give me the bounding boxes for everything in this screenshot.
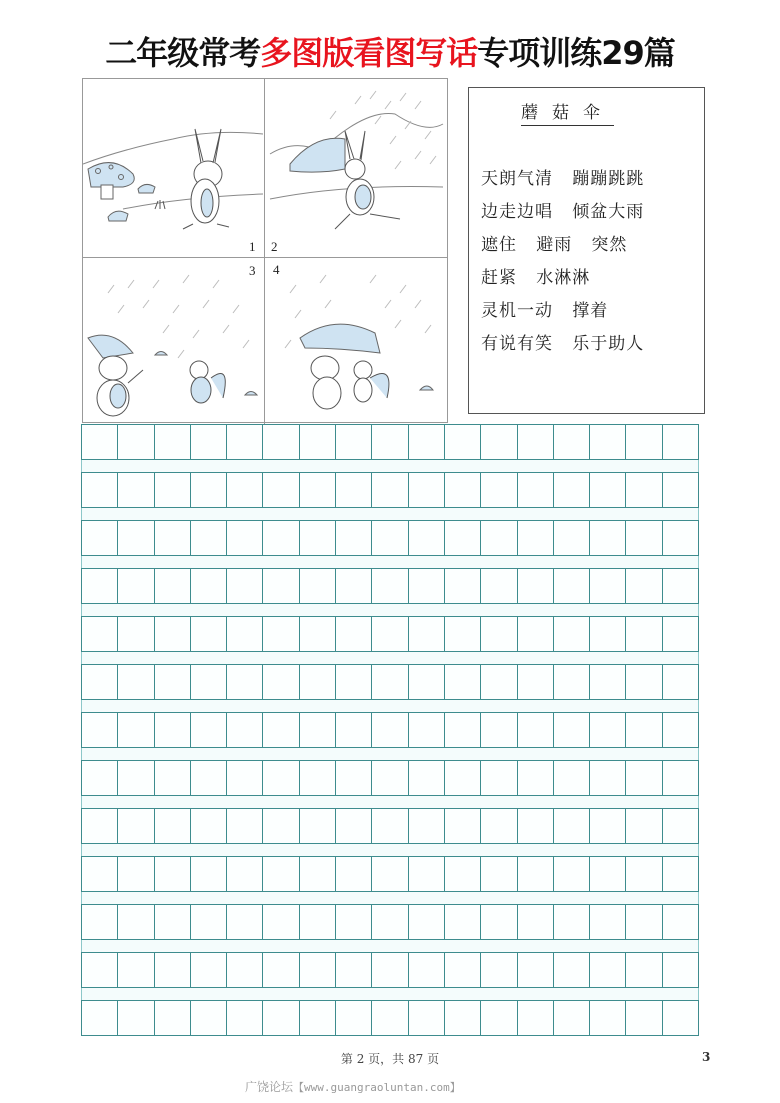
- grid-cell[interactable]: [554, 953, 590, 987]
- grid-cell[interactable]: [626, 425, 662, 459]
- grid-cell[interactable]: [554, 809, 590, 843]
- grid-cell[interactable]: [663, 617, 698, 651]
- grid-cell[interactable]: [663, 905, 698, 939]
- grid-cell[interactable]: [554, 425, 590, 459]
- grid-cell[interactable]: [336, 905, 372, 939]
- grid-cell[interactable]: [118, 1001, 154, 1035]
- grid-cell[interactable]: [481, 761, 517, 795]
- grid-cell[interactable]: [300, 425, 336, 459]
- grid-cell[interactable]: [590, 761, 626, 795]
- grid-cell[interactable]: [409, 617, 445, 651]
- grid-cell[interactable]: [626, 857, 662, 891]
- grid-cell[interactable]: [300, 761, 336, 795]
- grid-cell[interactable]: [118, 617, 154, 651]
- grid-cell[interactable]: [481, 857, 517, 891]
- grid-cell[interactable]: [663, 761, 698, 795]
- grid-cell[interactable]: [481, 521, 517, 555]
- picture-1: [83, 79, 265, 258]
- grid-cell[interactable]: [118, 761, 154, 795]
- grid-cell[interactable]: [300, 569, 336, 603]
- grid-cell[interactable]: [300, 953, 336, 987]
- grid-cell[interactable]: [191, 1001, 227, 1035]
- grid-cell[interactable]: [118, 665, 154, 699]
- grid-cell[interactable]: [518, 473, 554, 507]
- grid-cell[interactable]: [554, 569, 590, 603]
- grid-cell[interactable]: [663, 425, 698, 459]
- grid-cell[interactable]: [300, 713, 336, 747]
- grid-row-gap: [81, 652, 699, 664]
- grid-cell[interactable]: [409, 953, 445, 987]
- grid-row-gap: [81, 796, 699, 808]
- grid-cell[interactable]: [82, 521, 118, 555]
- grid-row: [81, 952, 699, 988]
- grid-cell[interactable]: [481, 473, 517, 507]
- grid-cell[interactable]: [82, 425, 118, 459]
- grid-cell[interactable]: [481, 617, 517, 651]
- grid-cell[interactable]: [263, 665, 299, 699]
- grid-cell[interactable]: [663, 521, 698, 555]
- grid-cell[interactable]: [263, 617, 299, 651]
- grid-cell[interactable]: [300, 905, 336, 939]
- grid-cell[interactable]: [118, 905, 154, 939]
- grid-cell[interactable]: [82, 569, 118, 603]
- grid-cell[interactable]: [155, 905, 191, 939]
- grid-row-gap: [81, 460, 699, 472]
- grid-cell[interactable]: [663, 473, 698, 507]
- grid-cell[interactable]: [263, 425, 299, 459]
- grid-cell[interactable]: [118, 809, 154, 843]
- grid-cell[interactable]: [155, 425, 191, 459]
- grid-cell[interactable]: [626, 713, 662, 747]
- grid-cell[interactable]: [518, 569, 554, 603]
- grid-cell[interactable]: [518, 809, 554, 843]
- grid-row-gap: [81, 892, 699, 904]
- grid-cell[interactable]: [372, 569, 408, 603]
- grid-cell[interactable]: [263, 905, 299, 939]
- grid-cell[interactable]: [409, 425, 445, 459]
- grid-cell[interactable]: [372, 665, 408, 699]
- grid-cell[interactable]: [155, 473, 191, 507]
- grid-cell[interactable]: [155, 857, 191, 891]
- grid-cell[interactable]: [227, 953, 263, 987]
- grid-cell[interactable]: [372, 761, 408, 795]
- grid-cell[interactable]: [155, 617, 191, 651]
- grid-cell[interactable]: [518, 617, 554, 651]
- picture-number: 3: [249, 263, 256, 278]
- grid-cell[interactable]: [118, 953, 154, 987]
- grid-cell[interactable]: [227, 665, 263, 699]
- grid-cell[interactable]: [336, 1001, 372, 1035]
- picture-4: [265, 258, 447, 424]
- grid-cell[interactable]: [481, 569, 517, 603]
- page-number: 3: [702, 1050, 711, 1064]
- grid-cell[interactable]: [82, 1001, 118, 1035]
- grid-row-gap: [81, 700, 699, 712]
- grid-cell[interactable]: [409, 857, 445, 891]
- grid-cell[interactable]: [372, 857, 408, 891]
- grid-cell[interactable]: [554, 521, 590, 555]
- grid-cell[interactable]: [590, 953, 626, 987]
- grid-cell[interactable]: [445, 521, 481, 555]
- grid-cell[interactable]: [227, 905, 263, 939]
- grid-row: [81, 1000, 699, 1036]
- grid-cell[interactable]: [336, 569, 372, 603]
- grid-cell[interactable]: [409, 905, 445, 939]
- grid-row: [81, 520, 699, 556]
- word-bank-line: 边走边唱 倾盆大雨: [481, 202, 645, 222]
- grid-row: [81, 568, 699, 604]
- grid-row: [81, 616, 699, 652]
- grid-cell[interactable]: [663, 713, 698, 747]
- site-watermark: [245, 1078, 461, 1095]
- grid-row-gap: [81, 844, 699, 856]
- page-info: 第 2 页，共 87 页: [340, 1052, 440, 1066]
- word-bank-line: 天朗气清 蹦蹦跳跳: [481, 169, 645, 189]
- word-bank-title: 蘑菇伞: [521, 98, 614, 126]
- grid-cell[interactable]: [191, 473, 227, 507]
- grid-cell[interactable]: [372, 809, 408, 843]
- grid-cell[interactable]: [518, 857, 554, 891]
- grid-row: [81, 808, 699, 844]
- grid-cell[interactable]: [518, 761, 554, 795]
- grid-cell[interactable]: [626, 569, 662, 603]
- grid-cell[interactable]: [227, 809, 263, 843]
- grid-cell[interactable]: [372, 953, 408, 987]
- grid-cell[interactable]: [118, 473, 154, 507]
- grid-cell[interactable]: [445, 809, 481, 843]
- grid-cell[interactable]: [300, 617, 336, 651]
- grid-cell[interactable]: [445, 713, 481, 747]
- grid-cell[interactable]: [82, 761, 118, 795]
- grid-cell[interactable]: [663, 809, 698, 843]
- grid-cell[interactable]: [590, 857, 626, 891]
- grid-cell[interactable]: [518, 713, 554, 747]
- grid-cell[interactable]: [263, 761, 299, 795]
- grid-cell[interactable]: [663, 953, 698, 987]
- grid-cell[interactable]: [626, 617, 662, 651]
- grid-cell[interactable]: [554, 473, 590, 507]
- grid-cell[interactable]: [590, 617, 626, 651]
- grid-cell[interactable]: [590, 521, 626, 555]
- grid-cell[interactable]: [191, 569, 227, 603]
- grid-cell[interactable]: [191, 713, 227, 747]
- title-part-2-highlight: 多图版看图写话: [260, 34, 478, 72]
- grid-cell[interactable]: [82, 473, 118, 507]
- grid-cell[interactable]: [590, 473, 626, 507]
- grid-cell[interactable]: [554, 665, 590, 699]
- grid-cell[interactable]: [445, 857, 481, 891]
- grid-cell[interactable]: [481, 713, 517, 747]
- grid-cell[interactable]: [372, 425, 408, 459]
- grid-cell[interactable]: [191, 905, 227, 939]
- grid-cell[interactable]: [372, 905, 408, 939]
- grid-cell[interactable]: [372, 617, 408, 651]
- grid-cell[interactable]: [663, 569, 698, 603]
- grid-cell[interactable]: [300, 857, 336, 891]
- grid-cell[interactable]: [155, 761, 191, 795]
- grid-cell[interactable]: [300, 809, 336, 843]
- grid-cell[interactable]: [227, 761, 263, 795]
- grid-cell[interactable]: [518, 905, 554, 939]
- grid-cell[interactable]: [518, 1001, 554, 1035]
- grid-cell[interactable]: [445, 1001, 481, 1035]
- grid-cell[interactable]: [336, 953, 372, 987]
- grid-cell[interactable]: [481, 1001, 517, 1035]
- grid-cell[interactable]: [554, 713, 590, 747]
- grid-cell[interactable]: [409, 1001, 445, 1035]
- grid-row-gap: [81, 604, 699, 616]
- grid-cell[interactable]: [663, 857, 698, 891]
- grid-cell[interactable]: [336, 713, 372, 747]
- grid-cell[interactable]: [118, 857, 154, 891]
- grid-cell[interactable]: [191, 425, 227, 459]
- grid-cell[interactable]: [409, 569, 445, 603]
- word-bank-line: 遮住 避雨 突然: [481, 235, 628, 255]
- grid-cell[interactable]: [372, 1001, 408, 1035]
- word-bank-box: [468, 87, 705, 414]
- grid-cell[interactable]: [82, 857, 118, 891]
- grid-cell[interactable]: [481, 905, 517, 939]
- grid-cell[interactable]: [191, 857, 227, 891]
- word-bank-line: 有说有笑 乐于助人: [481, 334, 645, 354]
- grid-row-gap: [81, 940, 699, 952]
- grid-cell[interactable]: [336, 761, 372, 795]
- grid-cell[interactable]: [336, 617, 372, 651]
- grid-cell[interactable]: [118, 569, 154, 603]
- grid-cell[interactable]: [590, 665, 626, 699]
- grid-cell[interactable]: [590, 425, 626, 459]
- grid-cell[interactable]: [227, 1001, 263, 1035]
- grid-cell[interactable]: [445, 425, 481, 459]
- grid-cell[interactable]: [590, 905, 626, 939]
- grid-cell[interactable]: [554, 857, 590, 891]
- grid-row: [81, 424, 699, 460]
- grid-cell[interactable]: [409, 713, 445, 747]
- grid-cell[interactable]: [445, 617, 481, 651]
- grid-cell[interactable]: [263, 857, 299, 891]
- grid-cell[interactable]: [300, 665, 336, 699]
- grid-cell[interactable]: [554, 761, 590, 795]
- grid-cell[interactable]: [300, 473, 336, 507]
- word-bank-line: 赶紧 水淋淋: [481, 268, 591, 288]
- grid-cell[interactable]: [118, 521, 154, 555]
- picture-number: 2: [271, 239, 278, 254]
- picture-2: [265, 79, 447, 258]
- grid-cell[interactable]: [191, 617, 227, 651]
- grid-cell[interactable]: [481, 665, 517, 699]
- grid-cell[interactable]: [191, 521, 227, 555]
- grid-cell[interactable]: [626, 665, 662, 699]
- grid-cell[interactable]: [554, 1001, 590, 1035]
- grid-cell[interactable]: [445, 953, 481, 987]
- grid-row: [81, 856, 699, 892]
- grid-cell[interactable]: [191, 953, 227, 987]
- picture-3: [83, 258, 265, 424]
- grid-cell[interactable]: [445, 761, 481, 795]
- grid-cell[interactable]: [263, 569, 299, 603]
- grid-cell[interactable]: [191, 809, 227, 843]
- site-url: 【www.guangraoluntan.com】: [293, 1081, 461, 1094]
- grid-cell[interactable]: [590, 569, 626, 603]
- grid-cell[interactable]: [263, 953, 299, 987]
- grid-cell[interactable]: [445, 569, 481, 603]
- rabbit-rain-illustration: [265, 79, 447, 258]
- grid-cell[interactable]: [155, 521, 191, 555]
- grid-cell[interactable]: [82, 713, 118, 747]
- grid-cell[interactable]: [263, 713, 299, 747]
- grid-cell[interactable]: [155, 569, 191, 603]
- grid-row: [81, 760, 699, 796]
- grid-cell[interactable]: [445, 665, 481, 699]
- grid-cell[interactable]: [227, 473, 263, 507]
- grid-cell[interactable]: [481, 425, 517, 459]
- grid-cell[interactable]: [155, 953, 191, 987]
- grid-cell[interactable]: [155, 713, 191, 747]
- grid-cell[interactable]: [227, 569, 263, 603]
- grid-cell[interactable]: [518, 953, 554, 987]
- grid-cell[interactable]: [227, 425, 263, 459]
- grid-cell[interactable]: [409, 473, 445, 507]
- grid-cell[interactable]: [445, 473, 481, 507]
- grid-cell[interactable]: [409, 809, 445, 843]
- grid-cell[interactable]: [82, 809, 118, 843]
- grid-cell[interactable]: [663, 665, 698, 699]
- picture-panel: [82, 78, 448, 423]
- grid-cell[interactable]: [481, 953, 517, 987]
- grid-cell[interactable]: [409, 761, 445, 795]
- grid-cell[interactable]: [155, 809, 191, 843]
- grid-cell[interactable]: [626, 1001, 662, 1035]
- grid-cell[interactable]: [590, 713, 626, 747]
- picture-number: 4: [273, 262, 280, 277]
- grid-cell[interactable]: [626, 761, 662, 795]
- grid-cell[interactable]: [191, 665, 227, 699]
- grid-cell[interactable]: [663, 1001, 698, 1035]
- rabbit-sunny-illustration: [83, 79, 265, 258]
- grid-cell[interactable]: [626, 473, 662, 507]
- grid-cell[interactable]: [300, 1001, 336, 1035]
- grid-cell[interactable]: [554, 617, 590, 651]
- grid-cell[interactable]: [191, 761, 227, 795]
- grid-cell[interactable]: [336, 857, 372, 891]
- grid-cell[interactable]: [518, 521, 554, 555]
- grid-cell[interactable]: [481, 809, 517, 843]
- grid-cell[interactable]: [336, 665, 372, 699]
- grid-cell[interactable]: [263, 521, 299, 555]
- grid-cell[interactable]: [518, 425, 554, 459]
- grid-cell[interactable]: [118, 713, 154, 747]
- grid-row-gap: [81, 556, 699, 568]
- grid-row: [81, 472, 699, 508]
- grid-row: [81, 712, 699, 748]
- grid-cell[interactable]: [445, 905, 481, 939]
- grid-cell[interactable]: [336, 521, 372, 555]
- grid-cell[interactable]: [590, 809, 626, 843]
- grid-cell[interactable]: [227, 713, 263, 747]
- grid-cell[interactable]: [227, 521, 263, 555]
- grid-cell[interactable]: [626, 905, 662, 939]
- site-name: 广饶论坛: [245, 1080, 294, 1094]
- grid-cell[interactable]: [227, 617, 263, 651]
- grid-cell[interactable]: [372, 713, 408, 747]
- title-part-1: 二年级常考: [105, 34, 261, 72]
- rabbit-squirrel-rain-illustration: [83, 258, 265, 424]
- picture-number: 1: [249, 239, 256, 254]
- grid-row: [81, 904, 699, 940]
- grid-row-gap: [81, 988, 699, 1000]
- grid-cell[interactable]: [336, 425, 372, 459]
- grid-cell[interactable]: [626, 521, 662, 555]
- grid-cell[interactable]: [554, 905, 590, 939]
- grid-cell[interactable]: [82, 953, 118, 987]
- word-bank-line: 灵机一动 撑着: [481, 301, 609, 321]
- grid-cell[interactable]: [626, 953, 662, 987]
- grid-cell[interactable]: [372, 521, 408, 555]
- grid-cell[interactable]: [118, 425, 154, 459]
- grid-cell[interactable]: [409, 521, 445, 555]
- sharing-umbrella-illustration: [265, 258, 447, 424]
- grid-cell[interactable]: [82, 665, 118, 699]
- grid-cell[interactable]: [263, 473, 299, 507]
- grid-row-gap: [81, 508, 699, 520]
- grid-cell[interactable]: [372, 473, 408, 507]
- grid-row: [81, 664, 699, 700]
- grid-cell[interactable]: [590, 1001, 626, 1035]
- grid-cell[interactable]: [263, 809, 299, 843]
- grid-cell[interactable]: [336, 473, 372, 507]
- grid-cell[interactable]: [263, 1001, 299, 1035]
- grid-cell[interactable]: [82, 617, 118, 651]
- grid-cell[interactable]: [227, 857, 263, 891]
- grid-cell[interactable]: [518, 665, 554, 699]
- grid-cell[interactable]: [626, 809, 662, 843]
- grid-cell[interactable]: [300, 521, 336, 555]
- grid-cell[interactable]: [82, 905, 118, 939]
- grid-cell[interactable]: [409, 665, 445, 699]
- grid-row-gap: [81, 748, 699, 760]
- grid-cell[interactable]: [155, 665, 191, 699]
- grid-cell[interactable]: [155, 1001, 191, 1035]
- page-title: [0, 28, 780, 74]
- grid-cell[interactable]: [336, 809, 372, 843]
- title-part-3: 专项训练29篇: [477, 34, 675, 72]
